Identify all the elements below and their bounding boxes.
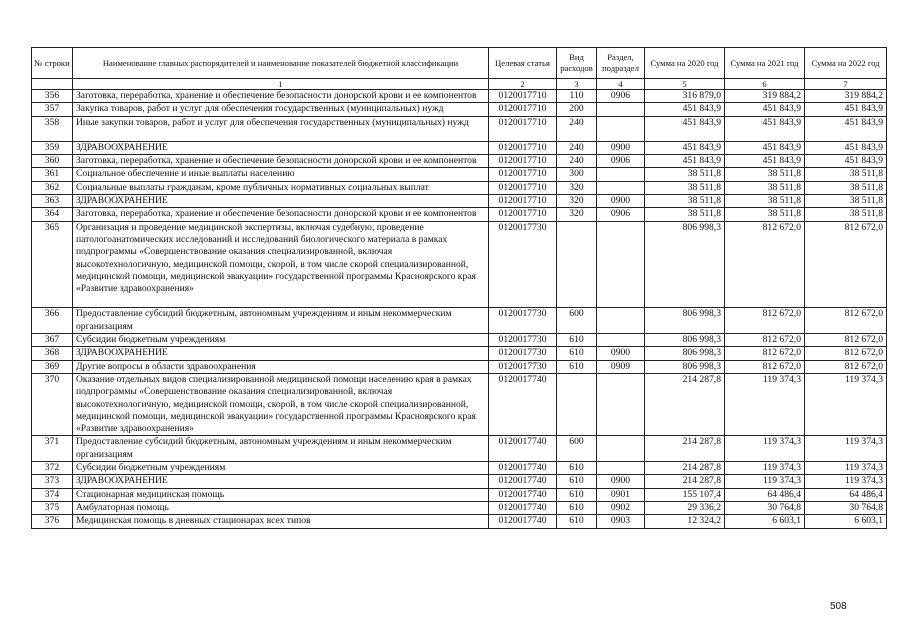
- row-kind: 610: [557, 462, 597, 475]
- row-target: 0120017710: [489, 208, 557, 221]
- table-row: [32, 462, 887, 475]
- row-sum-2021: 812 672,0: [725, 308, 805, 334]
- row-sum-2020: 38 511,8: [645, 168, 725, 181]
- row-target: 0120017740: [489, 462, 557, 475]
- row-sum-2022: 812 672,0: [805, 360, 887, 373]
- row-kind: 610: [557, 515, 597, 528]
- row-kind: 610: [557, 475, 597, 488]
- table-row: [32, 373, 887, 435]
- row-name: Заготовка, переработка, хранение и обеспечение безопасности донорской крови и ее компонентов: [73, 90, 489, 103]
- row-kind: 610: [557, 360, 597, 373]
- table-row: [32, 168, 887, 181]
- row-section: 0901: [597, 488, 645, 501]
- row-sum-2022: 812 672,0: [805, 308, 887, 334]
- row-sum-2020: 806 998,3: [645, 308, 725, 334]
- table-row: [32, 155, 887, 168]
- row-name: ЗДРАВООХРАНЕНИЕ: [73, 195, 489, 208]
- row-sum-2021: 30 764,8: [725, 501, 805, 514]
- row-section: [597, 308, 645, 334]
- header-sum-2021: Сумма на 2021 год: [725, 48, 805, 79]
- table-body: [32, 90, 887, 529]
- row-number: 369: [32, 360, 73, 373]
- column-number-row: [32, 79, 887, 90]
- row-section: [597, 181, 645, 194]
- row-sum-2022: 38 511,8: [805, 181, 887, 194]
- row-sum-2022: 64 486,4: [805, 488, 887, 501]
- table-row: [32, 360, 887, 373]
- table-row: [32, 334, 887, 347]
- row-sum-2021: 812 672,0: [725, 334, 805, 347]
- row-sum-2020: 38 511,8: [645, 208, 725, 221]
- table-row: [32, 436, 887, 462]
- row-sum-2021: 451 843,9: [725, 116, 805, 141]
- header-row: [32, 48, 887, 79]
- row-name: Медицинская помощь в дневных стационарах всех типов: [73, 515, 489, 528]
- table-row: [32, 103, 887, 116]
- row-sum-2020: 214 287,8: [645, 436, 725, 462]
- row-section: [597, 436, 645, 462]
- row-sum-2020: 451 843,9: [645, 141, 725, 154]
- row-sum-2022: 6 603,1: [805, 515, 887, 528]
- row-name: ЗДРАВООХРАНЕНИЕ: [73, 141, 489, 154]
- row-name: Другие вопросы в области здравоохранения: [73, 360, 489, 373]
- row-kind: 610: [557, 334, 597, 347]
- row-name: Закупка товаров, работ и услуг для обеспечения государственных (муниципальных) нужд: [73, 103, 489, 116]
- row-sum-2020: 451 843,9: [645, 155, 725, 168]
- table-row: [32, 475, 887, 488]
- row-sum-2020: 806 998,3: [645, 360, 725, 373]
- table-row: [32, 488, 887, 501]
- row-target: 0120017730: [489, 347, 557, 360]
- row-section: [597, 462, 645, 475]
- column-number: 2: [489, 79, 557, 90]
- row-section: 0900: [597, 141, 645, 154]
- header-name: Наименование главных распорядителей и наименование показателей бюджетной классификации: [73, 48, 489, 79]
- row-number: 373: [32, 475, 73, 488]
- table-row: [32, 116, 887, 141]
- row-number: 372: [32, 462, 73, 475]
- table-row: [32, 515, 887, 528]
- row-target: 0120017730: [489, 308, 557, 334]
- row-name: Социальные выплаты гражданам, кроме публичных нормативных социальных выплат: [73, 181, 489, 194]
- row-kind: 240: [557, 116, 597, 141]
- row-number: 376: [32, 515, 73, 528]
- row-number: 371: [32, 436, 73, 462]
- table-row: [32, 195, 887, 208]
- column-number: 4: [597, 79, 645, 90]
- row-sum-2020: 29 336,2: [645, 501, 725, 514]
- budget-table: [31, 47, 887, 529]
- row-name: Организация и проведение медицинской экспертизы, включая судебную, проведение патологоанатомических исследований и исследований биологического материала в рамках подпрограммы «Совершенствование оказания специализированной, включая высокотехнологичную, медицинской помощи, скорой, в том числе скорой специализированной, медицинской помощи, медицинской эвакуации» государственной программы Красноярского края «Развитие здравоохранения»: [73, 221, 489, 308]
- row-sum-2020: 214 287,8: [645, 373, 725, 435]
- row-name: Предоставление субсидий бюджетным, автономным учреждениям и иным некоммерческим организациям: [73, 308, 489, 334]
- row-name: Заготовка, переработка, хранение и обеспечение безопасности донорской крови и ее компонентов: [73, 155, 489, 168]
- row-sum-2022: 38 511,8: [805, 168, 887, 181]
- row-kind: 320: [557, 195, 597, 208]
- row-target: 0120017730: [489, 360, 557, 373]
- row-sum-2020: 806 998,3: [645, 221, 725, 308]
- row-number: 356: [32, 90, 73, 103]
- column-number: 7: [805, 79, 887, 90]
- row-section: [597, 103, 645, 116]
- row-number: 375: [32, 501, 73, 514]
- row-target: 0120017710: [489, 116, 557, 141]
- row-sum-2022: 38 511,8: [805, 208, 887, 221]
- row-sum-2022: 119 374,3: [805, 462, 887, 475]
- row-target: 0120017740: [489, 475, 557, 488]
- row-sum-2022: 451 843,9: [805, 116, 887, 141]
- row-target: 0120017710: [489, 195, 557, 208]
- header-kind: Вид расходов: [557, 48, 597, 79]
- row-number: 360: [32, 155, 73, 168]
- row-sum-2021: 451 843,9: [725, 103, 805, 116]
- header-section: Раздел, подраздел: [597, 48, 645, 79]
- row-name: Стационарная медицинская помощь: [73, 488, 489, 501]
- row-sum-2021: 812 672,0: [725, 221, 805, 308]
- row-sum-2020: 451 843,9: [645, 103, 725, 116]
- row-kind: 240: [557, 155, 597, 168]
- row-number: 357: [32, 103, 73, 116]
- row-sum-2021: 64 486,4: [725, 488, 805, 501]
- table-row: [32, 501, 887, 514]
- row-section: [597, 168, 645, 181]
- row-section: 0900: [597, 475, 645, 488]
- row-kind: 600: [557, 308, 597, 334]
- row-sum-2022: 812 672,0: [805, 347, 887, 360]
- row-target: 0120017710: [489, 103, 557, 116]
- row-sum-2022: 30 764,8: [805, 501, 887, 514]
- row-name: Заготовка, переработка, хранение и обеспечение безопасности донорской крови и ее компонентов: [73, 208, 489, 221]
- row-sum-2021: 812 672,0: [725, 347, 805, 360]
- row-target: 0120017710: [489, 90, 557, 103]
- row-sum-2021: 119 374,3: [725, 436, 805, 462]
- row-sum-2020: 451 843,9: [645, 116, 725, 141]
- row-number: 358: [32, 116, 73, 141]
- row-sum-2020: 214 287,8: [645, 462, 725, 475]
- row-target: 0120017710: [489, 155, 557, 168]
- row-kind: [557, 221, 597, 308]
- row-sum-2021: 38 511,8: [725, 168, 805, 181]
- row-number: 359: [32, 141, 73, 154]
- column-number: 6: [725, 79, 805, 90]
- row-number: 368: [32, 347, 73, 360]
- row-section: [597, 116, 645, 141]
- row-section: 0909: [597, 360, 645, 373]
- row-sum-2020: 155 107,4: [645, 488, 725, 501]
- row-kind: 610: [557, 347, 597, 360]
- row-kind: 300: [557, 168, 597, 181]
- row-section: [597, 221, 645, 308]
- row-sum-2020: 806 998,3: [645, 334, 725, 347]
- row-section: 0900: [597, 195, 645, 208]
- row-target: 0120017740: [489, 373, 557, 435]
- header-sum-2020: Сумма на 2020 год: [645, 48, 725, 79]
- row-target: 0120017740: [489, 515, 557, 528]
- row-name: Субсидии бюджетным учреждениям: [73, 462, 489, 475]
- row-kind: 320: [557, 208, 597, 221]
- column-number: 1: [73, 79, 489, 90]
- row-sum-2022: 119 374,3: [805, 373, 887, 435]
- row-sum-2021: 38 511,8: [725, 195, 805, 208]
- row-sum-2021: 451 843,9: [725, 141, 805, 154]
- row-sum-2022: 812 672,0: [805, 221, 887, 308]
- row-kind: 320: [557, 181, 597, 194]
- row-number: 374: [32, 488, 73, 501]
- row-kind: 240: [557, 141, 597, 154]
- row-sum-2022: 119 374,3: [805, 436, 887, 462]
- row-sum-2021: 38 511,8: [725, 208, 805, 221]
- row-number: 364: [32, 208, 73, 221]
- row-sum-2020: 214 287,8: [645, 475, 725, 488]
- row-target: 0120017740: [489, 436, 557, 462]
- row-target: 0120017730: [489, 221, 557, 308]
- row-sum-2021: 119 374,3: [725, 462, 805, 475]
- header-target: Целевая статья: [489, 48, 557, 79]
- column-number: 5: [645, 79, 725, 90]
- row-kind: [557, 373, 597, 435]
- table-row: [32, 221, 887, 308]
- row-number: 365: [32, 221, 73, 308]
- row-section: 0906: [597, 208, 645, 221]
- row-sum-2022: 319 884,2: [805, 90, 887, 103]
- row-sum-2020: 38 511,8: [645, 181, 725, 194]
- table-row: [32, 208, 887, 221]
- row-sum-2021: 319 884,2: [725, 90, 805, 103]
- row-name: Субсидии бюджетным учреждениям: [73, 334, 489, 347]
- row-name: ЗДРАВООХРАНЕНИЕ: [73, 347, 489, 360]
- header-row-no: № строки: [32, 48, 73, 79]
- row-target: 0120017740: [489, 501, 557, 514]
- row-name: Предоставление субсидий бюджетным, автономным учреждениям и иным некоммерческим организациям: [73, 436, 489, 462]
- row-section: 0906: [597, 90, 645, 103]
- table-row: [32, 141, 887, 154]
- row-sum-2021: 451 843,9: [725, 155, 805, 168]
- row-name: ЗДРАВООХРАНЕНИЕ: [73, 475, 489, 488]
- row-sum-2022: 812 672,0: [805, 334, 887, 347]
- column-number: 3: [557, 79, 597, 90]
- table-row: [32, 90, 887, 103]
- row-sum-2020: 12 324,2: [645, 515, 725, 528]
- table-row: [32, 181, 887, 194]
- row-kind: 610: [557, 501, 597, 514]
- row-sum-2022: 451 843,9: [805, 141, 887, 154]
- row-sum-2022: 451 843,9: [805, 155, 887, 168]
- table-row: [32, 347, 887, 360]
- row-target: 0120017730: [489, 334, 557, 347]
- row-sum-2021: 119 374,3: [725, 373, 805, 435]
- header-sum-2022: Сумма на 2022 год: [805, 48, 887, 79]
- row-sum-2022: 38 511,8: [805, 195, 887, 208]
- row-sum-2022: 119 374,3: [805, 475, 887, 488]
- row-number: 363: [32, 195, 73, 208]
- row-name: Амбулаторная помощь: [73, 501, 489, 514]
- row-name: Социальное обеспечение и иные выплаты населению: [73, 168, 489, 181]
- row-number: 367: [32, 334, 73, 347]
- row-section: 0903: [597, 515, 645, 528]
- row-sum-2021: 38 511,8: [725, 181, 805, 194]
- row-sum-2020: 806 998,3: [645, 347, 725, 360]
- row-sum-2020: 316 879,0: [645, 90, 725, 103]
- row-kind: 200: [557, 103, 597, 116]
- row-number: 361: [32, 168, 73, 181]
- row-target: 0120017710: [489, 141, 557, 154]
- row-name: Оказание отдельных видов специализированной медицинской помощи населению края в рамках подпрограммы «Совершенствование оказания специализированной, включая высокотехнологичную, медицинской помощи, скорой, в том числе скорой специализированной, медицинской помощи, медицинской эвакуации» государственной программы Красноярского края «Развитие здравоохранения»: [73, 373, 489, 435]
- row-section: 0900: [597, 347, 645, 360]
- row-target: 0120017710: [489, 181, 557, 194]
- row-kind: 600: [557, 436, 597, 462]
- row-kind: 610: [557, 488, 597, 501]
- row-kind: 110: [557, 90, 597, 103]
- row-section: 0902: [597, 501, 645, 514]
- row-sum-2021: 6 603,1: [725, 515, 805, 528]
- table-row: [32, 308, 887, 334]
- row-number: 370: [32, 373, 73, 435]
- row-sum-2021: 812 672,0: [725, 360, 805, 373]
- row-section: 0906: [597, 155, 645, 168]
- row-target: 0120017710: [489, 168, 557, 181]
- column-number: [32, 79, 73, 90]
- page-number: 508: [830, 601, 847, 612]
- row-sum-2021: 119 374,3: [725, 475, 805, 488]
- row-sum-2022: 451 843,9: [805, 103, 887, 116]
- row-target: 0120017740: [489, 488, 557, 501]
- row-sum-2020: 38 511,8: [645, 195, 725, 208]
- row-number: 362: [32, 181, 73, 194]
- row-number: 366: [32, 308, 73, 334]
- row-name: Иные закупки товаров, работ и услуг для обеспечения государственных (муниципальных) нужд: [73, 116, 489, 141]
- row-section: [597, 373, 645, 435]
- row-section: [597, 334, 645, 347]
